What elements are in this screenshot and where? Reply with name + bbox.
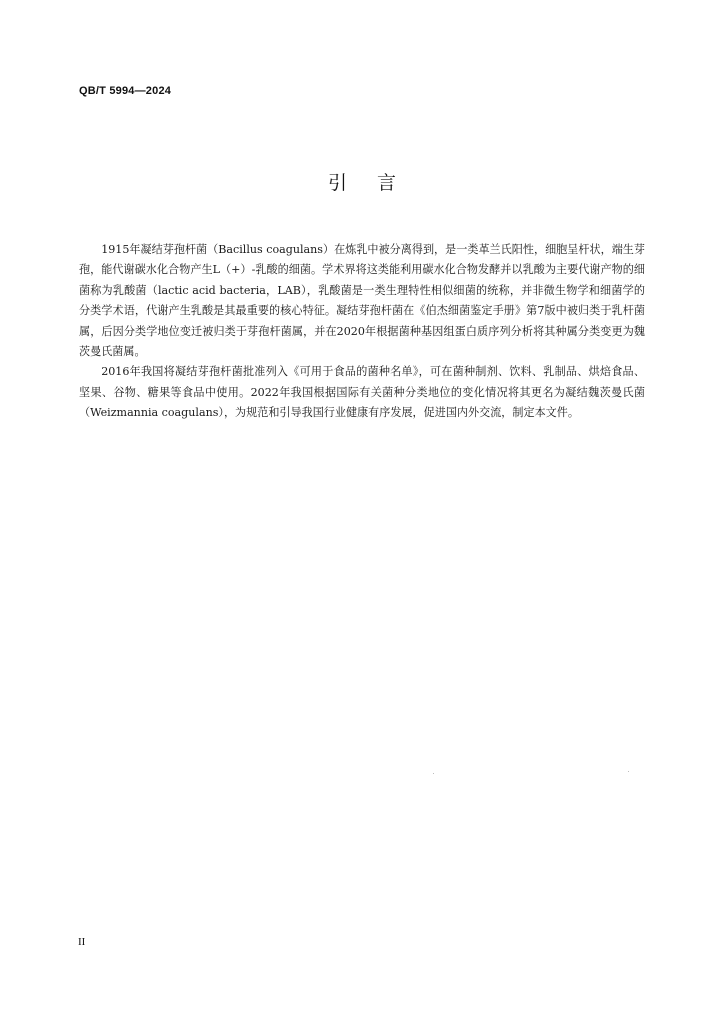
scan-speck	[628, 771, 629, 772]
scan-speck	[433, 773, 434, 774]
standard-code: QB/T 5994—2024	[79, 85, 172, 97]
paragraph-regulation: 2016年我国将凝结芽孢杆菌批准列入《可用于食品的菌种名单》，可在菌种制剂、饮料、乳制品、烘焙食品、坚果、谷物、糖果等食品中使用。2022年我国根据国际有关菌种分类地位的变化情况将其更名为凝结魏茨曼氏菌（Weizmannia coagulans），为规范和引导我国行业健康有序发展，促进国内外交流，制定本文件。	[79, 365, 645, 420]
page-number: II	[78, 936, 86, 948]
section-title: 引言	[327, 172, 426, 194]
body-text	[79, 240, 645, 424]
paragraph-history: 1915年凝结芽孢杆菌（Bacillus coagulans）在炼乳中被分离得到，是一类革兰氏阳性，细胞呈杆状，端生芽孢，能代谢碳水化合物产生L（+）-乳酸的细菌。学术界将这类能利用碳水化合物发酵并以乳酸为主要代谢产物的细菌称为乳酸菌（lactic acid bacteria，LAB），乳酸菌是一类生理特性相似细菌的统称，并非微生物学和细菌学的分类学术语，代谢产生乳酸是其最重要的核心特征。凝结芽孢杆菌在《伯杰细菌鉴定手册》第7版中被归类于乳杆菌属，后因分类学地位变迁被归类于芽孢杆菌属，并在2020年根据菌种基因组蛋白质序列分析将其种属分类变更为魏茨曼氏菌属。	[79, 243, 645, 359]
